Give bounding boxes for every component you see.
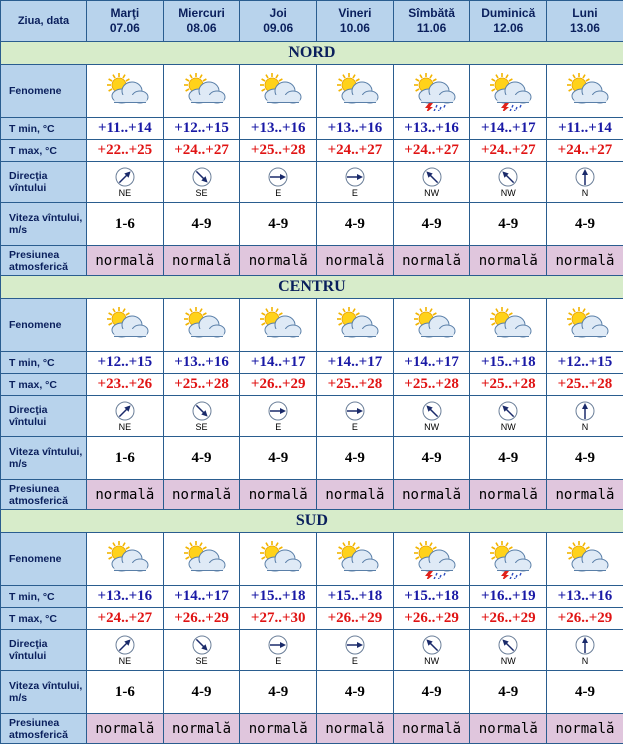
wind-speed-value: 1-6: [87, 203, 164, 246]
wind-direction-cell: [240, 162, 317, 203]
wind-speed-value: 4-9: [393, 671, 470, 714]
wind-direction-label: E: [352, 422, 358, 432]
wind-direction-label: NW: [424, 188, 439, 198]
day-header: [163, 1, 240, 42]
wind-direction: [547, 167, 623, 198]
wind-direction: [547, 401, 623, 432]
region-row: [1, 510, 623, 533]
tmax-value: +25..+28: [470, 374, 547, 396]
wind-direction-label: E: [275, 188, 281, 198]
row-label: Fenomene: [1, 533, 87, 586]
day-name: Duminică: [470, 6, 546, 21]
pressure-row: [1, 480, 623, 510]
thunderstorm-icon: [483, 539, 533, 579]
wind-direction-icon: [575, 635, 595, 655]
pressure-value: normală: [240, 246, 317, 276]
pressure-value: normală: [317, 480, 394, 510]
region-title: SUD: [1, 510, 623, 533]
weather-cell: [240, 65, 317, 118]
wind-speed-value: 4-9: [393, 437, 470, 480]
weather-cell: [470, 299, 547, 352]
row-label: Viteza vîntului, m/s: [1, 203, 87, 246]
wind-direction-label: E: [352, 656, 358, 666]
wind-speed-value: 1-6: [87, 437, 164, 480]
wind-direction: [470, 401, 546, 432]
day-header: [470, 1, 547, 42]
wind-direction-icon: [192, 167, 212, 187]
tmin-row: [1, 352, 623, 374]
day-name: Miercuri: [164, 6, 240, 21]
pressure-value: normală: [470, 714, 547, 744]
fenomene-row: [1, 299, 623, 352]
header-label: Ziua, data: [1, 1, 87, 42]
region-title: NORD: [1, 42, 623, 65]
tmax-value: +26..+29: [547, 608, 623, 630]
wind-direction-label: E: [275, 422, 281, 432]
day-name: Sîmbătă: [394, 6, 470, 21]
tmin-row: [1, 118, 623, 140]
weather-cell: [87, 299, 164, 352]
wind-direction: [87, 635, 163, 666]
wind-direction-label: SE: [196, 188, 208, 198]
wind-direction: [470, 167, 546, 198]
wind-speed-value: 4-9: [240, 671, 317, 714]
wind-direction-cell: [547, 396, 623, 437]
row-label: T min, °C: [1, 586, 87, 608]
day-name: Vineri: [317, 6, 393, 21]
thunderstorm-icon: [407, 539, 457, 579]
wind-direction-label: NW: [424, 656, 439, 666]
wind-direction-icon: [115, 635, 135, 655]
wind-direction-cell: [240, 630, 317, 671]
wind-direction: [240, 401, 316, 432]
day-header: [547, 1, 623, 42]
weather-cell: [317, 299, 394, 352]
day-header: [87, 1, 164, 42]
wind-direction-label: NW: [501, 422, 516, 432]
wind-direction-label: NE: [119, 656, 132, 666]
weather-cell: [393, 65, 470, 118]
day-date: 07.06: [87, 21, 163, 36]
wind-direction-icon: [422, 635, 442, 655]
tmin-value: +16..+19: [470, 586, 547, 608]
wind-direction-icon: [498, 401, 518, 421]
wind-direction-cell: [163, 162, 240, 203]
wind-speed-value: 4-9: [470, 203, 547, 246]
sun-cloud-icon: [253, 71, 303, 111]
tmax-row: [1, 374, 623, 396]
weather-cell: [87, 533, 164, 586]
sun-cloud-icon: [560, 305, 610, 345]
row-label: T min, °C: [1, 118, 87, 140]
tmax-value: +24..+27: [470, 140, 547, 162]
tmin-value: +14..+17: [240, 352, 317, 374]
wind-direction-cell: [87, 396, 164, 437]
day-date: 08.06: [164, 21, 240, 36]
pressure-value: normală: [87, 246, 164, 276]
tmax-value: +26..+29: [163, 608, 240, 630]
weather-cell: [393, 299, 470, 352]
wind-direction: [164, 401, 240, 432]
wind-direction-icon: [115, 401, 135, 421]
wind-direction-icon: [498, 635, 518, 655]
tmax-value: +26..+29: [240, 374, 317, 396]
pressure-value: normală: [163, 480, 240, 510]
tmin-value: +11..+14: [87, 118, 164, 140]
wind-direction: [317, 635, 393, 666]
wind-direction-row: [1, 630, 623, 671]
row-label: Direcţia vîntului: [1, 630, 87, 671]
wind-direction-cell: [547, 630, 623, 671]
wind-direction-label: E: [275, 656, 281, 666]
tmin-value: +12..+15: [163, 118, 240, 140]
wind-direction: [394, 167, 470, 198]
wind-direction: [394, 401, 470, 432]
pressure-value: normală: [393, 246, 470, 276]
tmin-value: +14..+17: [163, 586, 240, 608]
row-label: Presiunea atmosferică: [1, 480, 87, 510]
pressure-value: normală: [470, 480, 547, 510]
row-label: Presiunea atmosferică: [1, 246, 87, 276]
wind-direction-row: [1, 396, 623, 437]
wind-direction-cell: [393, 630, 470, 671]
pressure-value: normală: [547, 246, 623, 276]
sun-cloud-icon: [100, 539, 150, 579]
wind-direction-cell: [393, 396, 470, 437]
sun-cloud-icon: [407, 305, 457, 345]
wind-direction-label: SE: [196, 422, 208, 432]
wind-speed-value: 4-9: [470, 437, 547, 480]
row-label: Fenomene: [1, 299, 87, 352]
day-name: Joi: [240, 6, 316, 21]
tmin-value: +13..+16: [240, 118, 317, 140]
wind-direction-icon: [422, 401, 442, 421]
wind-direction-cell: [470, 630, 547, 671]
wind-direction-cell: [470, 162, 547, 203]
wind-direction-label: NW: [501, 656, 516, 666]
pressure-value: normală: [163, 246, 240, 276]
sun-cloud-icon: [177, 305, 227, 345]
wind-speed-value: 4-9: [547, 671, 623, 714]
thunderstorm-icon: [407, 71, 457, 111]
wind-direction-icon: [345, 401, 365, 421]
row-label: Presiunea atmosferică: [1, 714, 87, 744]
region-row: [1, 276, 623, 299]
wind-direction-label: E: [352, 188, 358, 198]
tmax-value: +25..+28: [547, 374, 623, 396]
tmin-value: +15..+18: [240, 586, 317, 608]
wind-speed-value: 4-9: [317, 671, 394, 714]
wind-direction-cell: [317, 396, 394, 437]
wind-direction-icon: [575, 401, 595, 421]
day-date: 13.06: [547, 21, 623, 36]
pressure-value: normală: [547, 480, 623, 510]
wind-direction-cell: [547, 162, 623, 203]
day-name: Marţi: [87, 6, 163, 21]
row-label: Viteza vîntului, m/s: [1, 671, 87, 714]
row-label: T max, °C: [1, 608, 87, 630]
wind-direction-label: NE: [119, 422, 132, 432]
sun-cloud-icon: [100, 305, 150, 345]
weather-cell: [240, 533, 317, 586]
tmin-value: +14..+17: [393, 352, 470, 374]
wind-direction-icon: [268, 401, 288, 421]
day-date: 09.06: [240, 21, 316, 36]
weather-cell: [393, 533, 470, 586]
region-title: CENTRU: [1, 276, 623, 299]
wind-direction-label: NE: [119, 188, 132, 198]
day-date: 11.06: [394, 21, 470, 36]
tmax-value: +26..+29: [470, 608, 547, 630]
weather-cell: [163, 533, 240, 586]
sun-cloud-icon: [100, 71, 150, 111]
wind-direction-cell: [317, 630, 394, 671]
pressure-row: [1, 714, 623, 744]
wind-direction-icon: [192, 401, 212, 421]
wind-direction-icon: [268, 635, 288, 655]
pressure-value: normală: [87, 714, 164, 744]
wind-direction: [317, 401, 393, 432]
wind-direction-label: N: [582, 656, 589, 666]
row-label: T min, °C: [1, 352, 87, 374]
wind-direction-cell: [317, 162, 394, 203]
wind-speed-value: 4-9: [317, 437, 394, 480]
sun-cloud-icon: [330, 305, 380, 345]
wind-direction-label: NW: [424, 422, 439, 432]
wind-direction-label: N: [582, 188, 589, 198]
wind-direction-row: [1, 162, 623, 203]
wind-direction-cell: [240, 396, 317, 437]
tmin-value: +14..+17: [317, 352, 394, 374]
row-label: T max, °C: [1, 140, 87, 162]
sun-cloud-icon: [177, 539, 227, 579]
weather-cell: [163, 299, 240, 352]
tmax-row: [1, 140, 623, 162]
tmin-value: +13..+16: [163, 352, 240, 374]
pressure-value: normală: [240, 714, 317, 744]
pressure-value: normală: [317, 246, 394, 276]
weather-cell: [240, 299, 317, 352]
tmax-value: +24..+27: [547, 140, 623, 162]
tmin-value: +13..+16: [547, 586, 623, 608]
wind-direction-icon: [422, 167, 442, 187]
tmin-value: +14..+17: [470, 118, 547, 140]
wind-direction: [164, 635, 240, 666]
pressure-value: normală: [317, 714, 394, 744]
tmin-value: +12..+15: [87, 352, 164, 374]
wind-speed-value: 4-9: [393, 203, 470, 246]
row-label: T max, °C: [1, 374, 87, 396]
weather-cell: [317, 533, 394, 586]
day-date: 10.06: [317, 21, 393, 36]
day-header: [317, 1, 394, 42]
wind-speed-row: [1, 671, 623, 714]
pressure-value: normală: [393, 480, 470, 510]
wind-direction-icon: [268, 167, 288, 187]
row-label: Direcţia vîntului: [1, 396, 87, 437]
tmax-value: +24..+27: [87, 608, 164, 630]
wind-direction: [240, 635, 316, 666]
row-label: Fenomene: [1, 65, 87, 118]
tmax-row: [1, 608, 623, 630]
wind-direction-icon: [575, 167, 595, 187]
tmax-value: +24..+27: [317, 140, 394, 162]
pressure-value: normală: [393, 714, 470, 744]
wind-direction-icon: [345, 167, 365, 187]
wind-direction: [470, 635, 546, 666]
tmin-value: +13..+16: [393, 118, 470, 140]
tmin-value: +15..+18: [470, 352, 547, 374]
weather-cell: [87, 65, 164, 118]
day-date: 12.06: [470, 21, 546, 36]
day-header: [240, 1, 317, 42]
pressure-row: [1, 246, 623, 276]
tmax-value: +25..+28: [240, 140, 317, 162]
tmax-value: +24..+27: [393, 140, 470, 162]
wind-direction: [317, 167, 393, 198]
wind-direction-icon: [345, 635, 365, 655]
tmax-value: +25..+28: [317, 374, 394, 396]
pressure-value: normală: [87, 480, 164, 510]
wind-direction: [394, 635, 470, 666]
wind-direction-icon: [498, 167, 518, 187]
wind-speed-value: 4-9: [163, 437, 240, 480]
wind-direction: [87, 401, 163, 432]
wind-speed-row: [1, 203, 623, 246]
wind-speed-value: 4-9: [240, 437, 317, 480]
pressure-value: normală: [163, 714, 240, 744]
tmax-value: +27..+30: [240, 608, 317, 630]
wind-direction-cell: [163, 630, 240, 671]
wind-speed-value: 4-9: [470, 671, 547, 714]
wind-direction-cell: [393, 162, 470, 203]
wind-speed-value: 4-9: [317, 203, 394, 246]
wind-direction-icon: [115, 167, 135, 187]
thunderstorm-icon: [483, 71, 533, 111]
weather-cell: [547, 299, 623, 352]
header-row: [1, 1, 623, 42]
fenomene-row: [1, 65, 623, 118]
wind-direction-label: SE: [196, 656, 208, 666]
wind-direction: [164, 167, 240, 198]
tmin-value: +11..+14: [547, 118, 623, 140]
wind-speed-value: 1-6: [87, 671, 164, 714]
sun-cloud-icon: [330, 539, 380, 579]
row-label: Viteza vîntului, m/s: [1, 437, 87, 480]
wind-direction-cell: [87, 630, 164, 671]
wind-speed-value: 4-9: [547, 203, 623, 246]
wind-speed-value: 4-9: [163, 671, 240, 714]
weather-cell: [470, 533, 547, 586]
wind-speed-value: 4-9: [163, 203, 240, 246]
wind-speed-row: [1, 437, 623, 480]
weather-cell: [547, 65, 623, 118]
region-row: [1, 42, 623, 65]
wind-direction-cell: [470, 396, 547, 437]
wind-direction: [87, 167, 163, 198]
tmin-value: +13..+16: [87, 586, 164, 608]
day-name: Luni: [547, 6, 623, 21]
sun-cloud-icon: [253, 539, 303, 579]
fenomene-row: [1, 533, 623, 586]
tmax-value: +25..+28: [393, 374, 470, 396]
weather-cell: [547, 533, 623, 586]
tmin-value: +12..+15: [547, 352, 623, 374]
sun-cloud-icon: [177, 71, 227, 111]
wind-direction-cell: [87, 162, 164, 203]
tmin-value: +15..+18: [317, 586, 394, 608]
wind-speed-value: 4-9: [547, 437, 623, 480]
tmax-value: +25..+28: [163, 374, 240, 396]
tmax-value: +26..+29: [393, 608, 470, 630]
sun-cloud-icon: [253, 305, 303, 345]
tmin-row: [1, 586, 623, 608]
sun-cloud-icon: [560, 71, 610, 111]
wind-direction: [240, 167, 316, 198]
wind-direction-cell: [163, 396, 240, 437]
pressure-value: normală: [240, 480, 317, 510]
sun-cloud-icon: [560, 539, 610, 579]
pressure-value: normală: [470, 246, 547, 276]
tmax-value: +26..+29: [317, 608, 394, 630]
tmax-value: +22..+25: [87, 140, 164, 162]
wind-direction-icon: [192, 635, 212, 655]
weather-cell: [163, 65, 240, 118]
sun-cloud-icon: [483, 305, 533, 345]
sun-cloud-icon: [330, 71, 380, 111]
tmax-value: +24..+27: [163, 140, 240, 162]
weather-cell: [470, 65, 547, 118]
row-label: Direcţia vîntului: [1, 162, 87, 203]
pressure-value: normală: [547, 714, 623, 744]
wind-direction-label: NW: [501, 188, 516, 198]
wind-speed-value: 4-9: [240, 203, 317, 246]
day-header: [393, 1, 470, 42]
wind-direction-label: N: [582, 422, 589, 432]
tmin-value: +15..+18: [393, 586, 470, 608]
weather-cell: [317, 65, 394, 118]
wind-direction: [547, 635, 623, 666]
tmax-value: +23..+26: [87, 374, 164, 396]
tmin-value: +13..+16: [317, 118, 394, 140]
